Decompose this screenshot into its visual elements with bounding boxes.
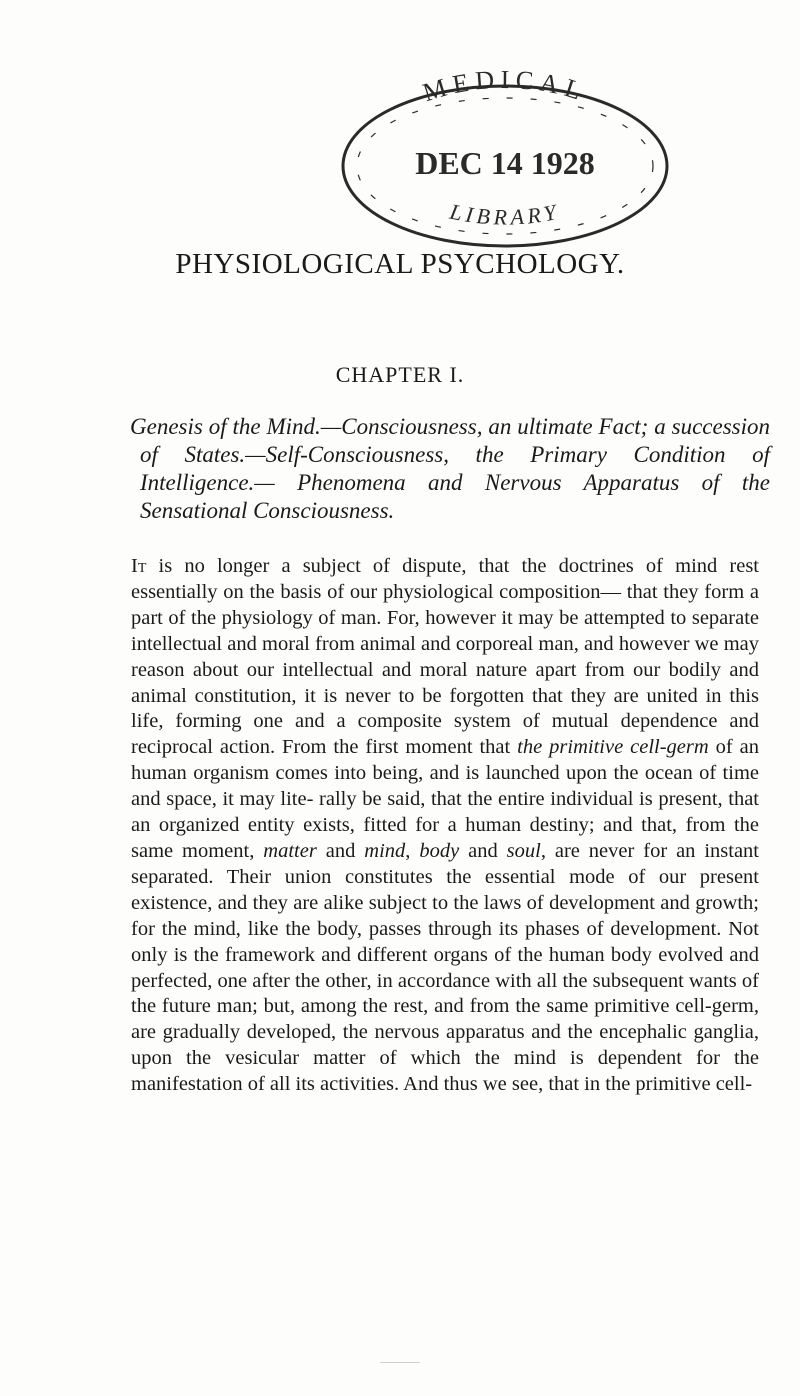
book-title: PHYSIOLOGICAL PSYCHOLOGY. — [175, 248, 625, 280]
conjunction-and-2: and — [459, 839, 507, 862]
stamp-bottom-text: LIBRARY — [447, 198, 563, 230]
page-footer-mark — [380, 1362, 420, 1363]
body-text-part-a: is no longer a subject of dispute, that the doctrines of mind rest essentially on the basis of our physiological composition— that they form a part of the physiology of man. For, however it may be attempted to separate intellectual and moral from animal and corporeal man, and however we may reason about our intellectual and moral nature apart from our bodily and animal constitution, it is never to be forgotten that they are united in this life, forming one and a composite system of mutual dependence and reciprocal action. From the first moment that — [131, 555, 759, 759]
emphasis-body: body — [419, 839, 460, 862]
conjunction-and-1: and — [316, 839, 365, 862]
body-text-part-b: of an human organism comes into being, and is launched upon the ocean of time and space, it may lite- rally be said, that the entire individual is present, that an organized entity exists, fitted for a human destiny; and that, from the same moment, — [131, 736, 759, 862]
emphasis-matter: matter — [263, 839, 317, 862]
stamp-date: DEC 14 1928 — [415, 145, 595, 181]
opening-word: It — [131, 555, 147, 577]
chapter-heading: CHAPTER I. — [335, 362, 465, 387]
body-text-part-c: , are never for an instant separated. Their union constitutes the essential mode of our present existence, and they are alike subject to the laws of development and growth; for the mind, like the body, passes through its phases of development. Not only is the framework and different organs of the human body evolved and perfected, one after the other, in accordance with all the subsequent wants of the future man; but, among the rest, and from the same primitive cell-germ, are gradually developed, the nervous apparatus and the encephalic ganglia, upon the vesicular matter of which the mind is dependent for the manifestation of all its activities. And thus we see, that in the primitive cell- — [131, 839, 760, 1096]
comma-separator: , — [405, 839, 420, 862]
emphasis-mind: mind — [364, 839, 406, 862]
emphasis-soul: soul — [506, 839, 541, 862]
stamp-graphic — [330, 68, 680, 248]
stamp-top-text: MEDICAL — [419, 68, 591, 108]
body-paragraph — [131, 554, 759, 1098]
chapter-synopsis: Genesis of the Mind.—Consciousness, an ultimate Fact; a succession of States.—Self-Consciousness, the Primary Condition of Intelligence.— Phenomena and Nervous Apparatus of the Sensational Consciousness. — [130, 414, 770, 523]
library-stamp — [330, 68, 680, 248]
emphasis-cell-germ: the primitive cell-germ — [517, 736, 709, 759]
